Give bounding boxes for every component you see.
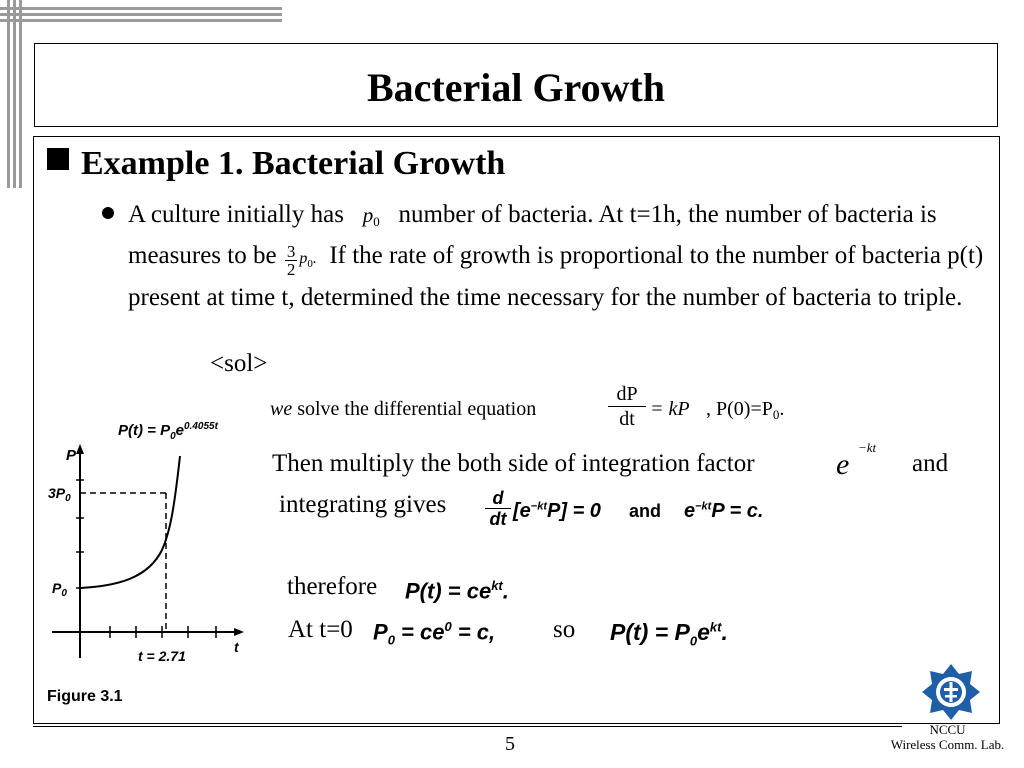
initial-value-equation: $P_0 = ce^0 = c$, [373, 619, 496, 648]
y-axis-arrow-icon [76, 444, 84, 454]
solve-line: we solve the differential equation [270, 398, 537, 420]
figure-caption: Figure 3.1 [47, 688, 123, 705]
figure-formula: $P(t) = P_0e^{0.4055t}$ [118, 421, 218, 442]
growth-curve [80, 456, 180, 588]
and-text-small: and [629, 501, 662, 521]
frame-line [0, 7, 282, 10]
title-box [34, 43, 998, 127]
d-dt-operator: d dt [485, 488, 511, 529]
footer-divider [33, 726, 902, 727]
page-number: 5 [505, 733, 515, 755]
p0-symbol: $p_0$ [362, 203, 380, 229]
y-tick-label-p0: $P_0$ [52, 580, 67, 599]
problem-text: A culture initially has [128, 201, 344, 228]
p0-symbol: $p_0$. [299, 250, 317, 270]
slide-title: Bacterial Growth [366, 65, 666, 110]
sol-label: <sol> [210, 350, 268, 377]
y-tick-label-3p0: $3P_0$ [48, 485, 71, 504]
initial-condition: , $P(0)=P_0$. [706, 398, 785, 422]
frame-line [7, 0, 10, 188]
general-solution: $P(t) = ce^{kt}$. [405, 578, 509, 604]
integration-factor-e: e [836, 448, 850, 481]
multiply-line: Then multiply the both side of integration factor [272, 450, 755, 477]
x-axis-label: t [234, 639, 239, 655]
y-axis-label: P [66, 447, 77, 464]
therefore-text: therefore [287, 573, 378, 600]
frame-line [0, 13, 282, 16]
constant-equation: $e^{-kt}P = c$. [684, 500, 764, 522]
fraction-three-halves: $\frac{3}{2}$ [286, 242, 296, 279]
frame-line [0, 19, 282, 22]
final-solution: $P(t) = P_0e^{kt}$. [610, 619, 728, 649]
x-axis-arrow-icon [234, 628, 244, 636]
example-heading [47, 145, 505, 183]
integration-factor-exponent: −kt [858, 440, 877, 455]
integrating-line: integrating gives [279, 491, 447, 518]
lab-name: NCCU Wireless Comm. Lab. [890, 722, 1005, 752]
dp-dt-fraction: dP dt [608, 382, 646, 431]
x-mark-label: t = 2.71 [138, 648, 186, 664]
round-bullet-icon [102, 207, 114, 219]
growth-curve-figure [38, 420, 253, 710]
integrated-equation: $[e^{-kt}P] = 0$ [513, 500, 601, 522]
and-text: and [912, 450, 949, 477]
frame-line [13, 0, 16, 188]
heading-text: Example 1. Bacterial Growth [81, 145, 506, 182]
problem-text: If the rate of growth is proportional to the number of bacteria p(t) present at time t, determined the time necessary for the number of bacteria to triple. [128, 242, 984, 311]
problem-statement [128, 198, 988, 315]
so-text: so [553, 616, 576, 643]
square-bullet-icon [47, 148, 69, 170]
frame-line [19, 0, 22, 188]
problem-text: number of bacteria. At t=1h, the number of bacteria is measures to be [128, 201, 937, 269]
nccu-logo-icon [920, 662, 982, 722]
rhs-kp: = kP [650, 398, 690, 420]
at-t0-text: At t=0 [288, 616, 353, 643]
